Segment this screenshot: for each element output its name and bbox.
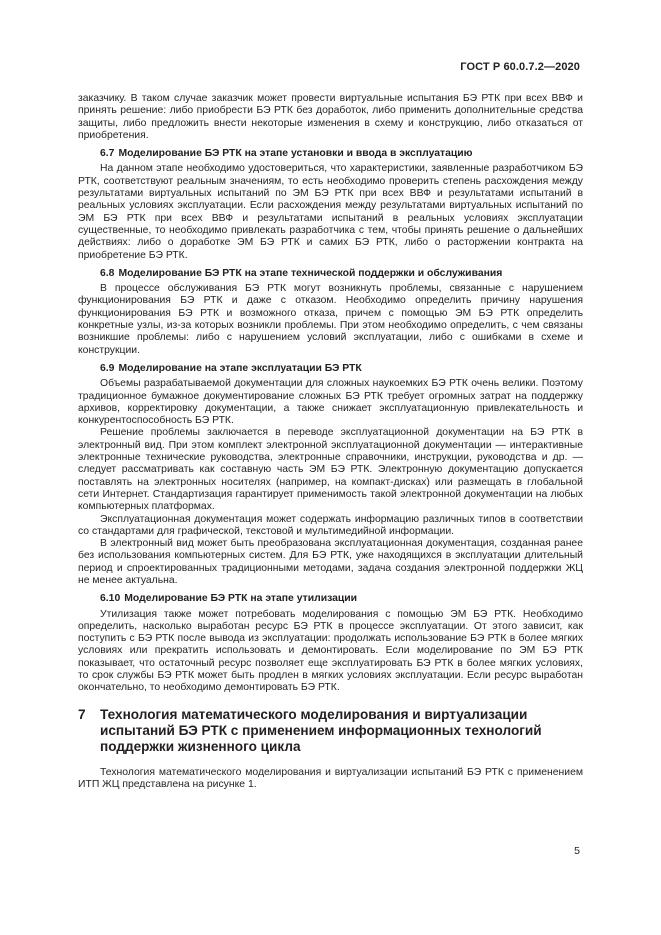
section-number: 6.9 (100, 362, 115, 374)
section-heading-6-8 (78, 268, 583, 280)
chapter-paragraph: Технология математического моделирования и виртуализации испытаний БЭ РТК с применением ИТП ЖЦ представлена на рисунке 1. (78, 766, 583, 791)
section-paragraph: В процессе обслуживания БЭ РТК могут возникнуть проблемы, связанные с нарушением функционирования БЭ РТК и даже с отказом. Необходимо определить причину нарушения функционирования БЭ РТК и возможного отказа, причем с помощью ЭМ БЭ РТК определить конкретные узлы, из-за которых возникли проблемы. При этом необходимо определить, с чем связаны возникшие проблемы: либо с нарушением условий эксплуатации, либо с ошибками в схеме и конструкции. (78, 283, 583, 356)
section-heading-6-10 (78, 593, 583, 605)
section-title: Моделирование БЭ РТК на этапе технической поддержки и обслуживания (118, 267, 503, 279)
section-paragraph: На данном этапе необходимо удостовериться, что характеристики, заявленные разработчиком БЭ РТК, соответствуют реальным значениям, то есть необходимо проверить степень расхождения между результатами виртуальных испытаний по ЭМ БЭ РТК при всех ВВФ и результатами испытаний в реальных условиях эксплуатации. Если расхождения между результатами виртуальных испытаний по ЭМ БЭ РТК при всех ВВФ и результатами испытаний в реальных условиях эксплуатации существенные, то необходимо привлекать разработчика с тем, чтобы принять решение о дальнейших действиях: либо о доработке ЭМ БЭ РТК и самих БЭ РТК, либо о расторжении контракта на приобретение БЭ РТК. (78, 163, 583, 261)
section-paragraph: Решение проблемы заключается в переводе эксплуатационной документации на БЭ РТК в электронный вид. При этом комплект электронной эксплуатационной документации — интерактивные электронные технические руководства, электронные справочники, инструкции, руководства и др. — следует рассматривать как составную часть ЭМ БЭ РТК. Электронную документацию допускается поставлять на электронных носителях (например, на компакт-дисках) или размещать в глобальной сети Интернет. Стандартизация гарантирует применимость такой электронной документации на любых компьютерных платформах. (78, 427, 583, 513)
page-content (78, 93, 583, 791)
page-number: 5 (574, 845, 580, 857)
section-paragraph: В электронный вид может быть преобразована эксплуатационная документация, созданная ранее без использования компьютерных систем. Для БЭ РТК, уже находящихся в эксплуатации длительный период и спроектированных традиционными методами, задача создания электронной поддержки ЖЦ не менее актуальна. (78, 538, 583, 586)
document-id-header: ГОСТ Р 60.0.7.2—2020 (460, 61, 580, 73)
intro-paragraph: заказчику. В таком случае заказчик может провести виртуальные испытания БЭ РТК при всех ВВФ и принять решение: либо приобрести БЭ РТК без доработок, либо применить дополнительные средства защиты, либо предложить внести некоторые изменения в схему и конструкцию, либо отказаться от приобретения. (78, 93, 583, 141)
chapter-number: 7 (78, 706, 86, 722)
section-title: Моделирование БЭ РТК на этапе установки и ввода в эксплуатацию (118, 148, 473, 160)
section-number: 6.8 (100, 267, 115, 279)
chapter-heading-7 (78, 707, 583, 756)
section-paragraph: Эксплуатационная документация может содержать информацию различных типов в соответствии со стандартами для графической, текстовой и мультимедийной информации. (78, 513, 583, 537)
section-heading-6-7 (78, 148, 583, 160)
section-number: 6.10 (100, 593, 121, 605)
section-paragraph: Объемы разрабатываемой документации для сложных наукоемких БЭ РТК очень велики. Поэтому традиционное бумажное документирование сложных БЭ РТК требует огромных затрат на поддержку архивов, корректировку документации, а также снижает эксплуатационную привлекательность и конкурентоспособность БЭ РТК. (78, 378, 583, 427)
section-paragraph: Утилизация также может потребовать моделирования с помощью ЭМ БЭ РТК. Необходимо определить, насколько выработан ресурс БЭ РТК в процессе эксплуатации. От этого зависит, как поступить с БЭ РТК после вывода из эксплуатации: продолжать использование БЭ РТК в более мягких условиях или прекратить использовать и демонтировать. Если моделирование по ЭМ БЭ РТК показывает, что остаточный ресурс позволяет еще эксплуатировать БЭ РТК в более мягких условиях, то срок службы БЭ РТК может быть продлен в мягких условиях эксплуатации. Если ресурс выработан окончательно, то необходимо демонтировать БЭ РТК. (78, 608, 583, 694)
chapter-title: Технология математического моделирования и виртуализации испытаний БЭ РТК с применением информационных технологий поддержки жизненного цикла (100, 706, 542, 755)
section-heading-6-9 (78, 363, 583, 375)
section-number: 6.7 (100, 148, 115, 160)
section-title: Моделирование на этапе эксплуатации БЭ РТК (118, 362, 362, 374)
section-title: Моделирование БЭ РТК на этапе утилизации (124, 593, 358, 605)
